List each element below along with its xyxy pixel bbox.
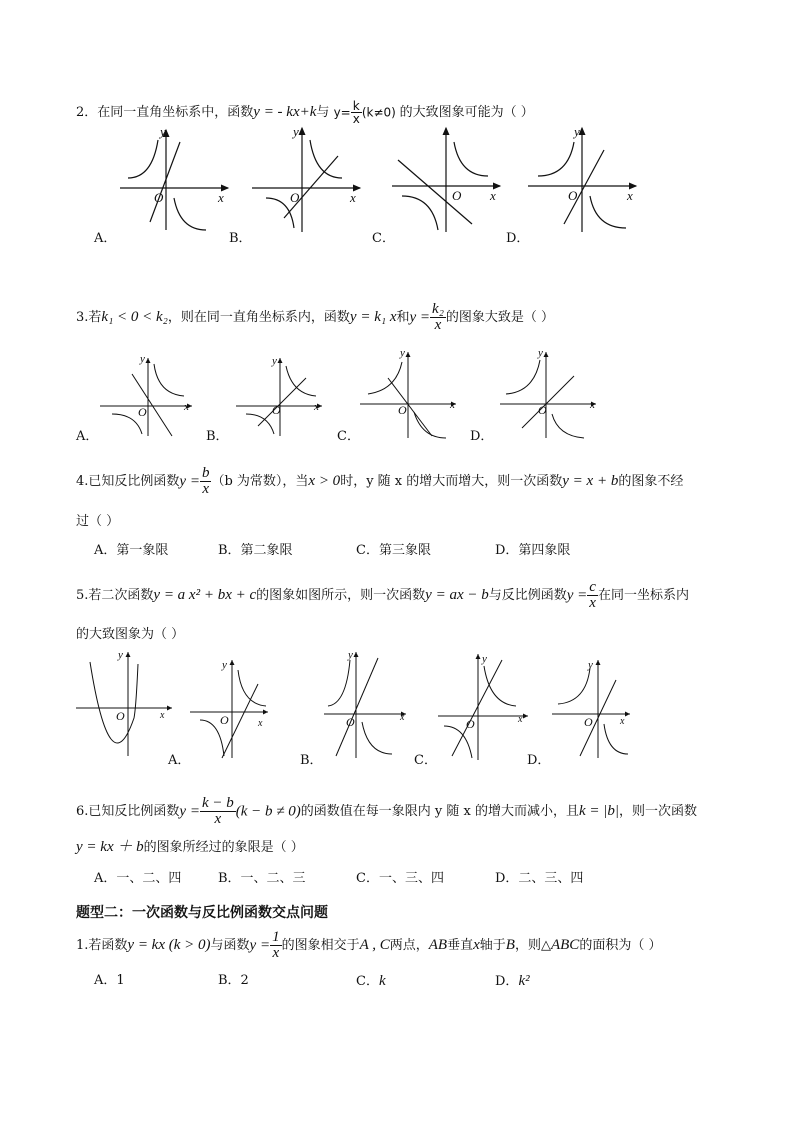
svg-text:y: y <box>140 353 145 365</box>
svg-text:O: O <box>220 713 229 727</box>
svg-text:y: y <box>222 659 227 671</box>
q4-choice-c[interactable]: C．第三象限 <box>356 543 431 558</box>
svg-text:x: x <box>258 718 263 729</box>
svg-text:O: O <box>138 405 147 419</box>
q3-graphs <box>96 348 616 440</box>
q6-choice-d[interactable]: D．二、三、四 <box>495 871 584 886</box>
s2q1-choice-a[interactable]: A．1 <box>94 973 125 988</box>
q4-choice-d[interactable]: D．第四象限 <box>495 543 571 558</box>
q2-func: y = - kx+k <box>253 104 317 120</box>
q2b-x: x <box>350 190 356 205</box>
q3-f2: y = $\frac{\text{k₂}}{x}$ <box>409 301 444 333</box>
q5-graph-a <box>190 659 268 758</box>
q5-graphs <box>72 648 632 764</box>
s2q1-choice-b[interactable]: B．2 <box>218 973 249 988</box>
q3-graph-d <box>500 348 596 438</box>
q5-graph-b <box>324 649 406 758</box>
q3-option-c[interactable]: C． <box>337 429 360 444</box>
q2c-x: x <box>490 188 496 203</box>
q4-choice-b[interactable]: B．第二象限 <box>218 543 293 558</box>
q3-graph-b <box>236 355 322 436</box>
q5-line1: 5.若二次函数y = a x² + bx + c的图象如图所示，则一次函数y = ax − b与反比例函数y = $\frac{c}{x}$ 在同一坐标系内 <box>76 579 689 611</box>
q5-option-a[interactable]: A． <box>168 753 191 768</box>
svg-text:y: y <box>348 649 353 661</box>
svg-text:O: O <box>584 715 593 729</box>
q3-option-a[interactable]: A． <box>76 429 99 444</box>
svg-text:x: x <box>450 399 455 411</box>
q2b-o: O <box>290 190 300 205</box>
q3-f1: y = k₁ x <box>349 308 397 325</box>
svg-text:y: y <box>400 348 405 359</box>
q5-option-c[interactable]: C． <box>414 753 437 768</box>
q2-graph-c <box>392 128 500 232</box>
svg-text:x: x <box>184 401 189 413</box>
svg-text:y: y <box>588 659 593 671</box>
svg-text:x: x <box>620 716 625 727</box>
q2-option-b[interactable]: B． <box>229 231 252 246</box>
svg-text:O: O <box>116 709 125 723</box>
q3-option-d[interactable]: D． <box>470 429 494 444</box>
q2-prefix: 2．在同一直角坐标系中，函数 <box>76 105 254 120</box>
q6-choice-a[interactable]: A．一、二、四 <box>94 871 182 886</box>
svg-text:x: x <box>160 710 165 721</box>
q5-graph-d <box>552 659 630 758</box>
q2-graph-a <box>120 124 228 230</box>
svg-text:x: x <box>314 401 319 413</box>
q2-suffix: 的大致图象可能为（ ） <box>399 105 534 120</box>
q2a-y: y <box>160 124 166 139</box>
q3-cond: k₁ < 0 < k₂ <box>101 308 168 325</box>
q2-graph-b <box>252 124 360 232</box>
q6-line1: 6.已知反比例函数y = $\frac{k - b}{x}$ (k − b ≠ 0)的函数值在每一象限内 y 随 x 的增大而减小，且k = |b|，则一次函数 <box>76 795 697 827</box>
q2-option-c[interactable]: C． <box>372 231 395 246</box>
svg-text:O: O <box>272 403 281 417</box>
q3-option-b[interactable]: B． <box>206 429 229 444</box>
q5-quadratic-graph <box>76 649 172 756</box>
svg-text:y: y <box>272 355 277 367</box>
svg-text:O: O <box>466 717 475 731</box>
q5-option-d[interactable]: D． <box>527 753 551 768</box>
svg-text:x: x <box>590 399 595 411</box>
q2c-o: O <box>452 188 462 203</box>
svg-text:y: y <box>118 649 123 661</box>
q5-option-b[interactable]: B． <box>300 753 323 768</box>
q2a-x: x <box>218 190 224 205</box>
q5-graph-c <box>438 653 528 760</box>
s2q1-line: 1.若函数y = kx (k > 0)与函数y = $\frac{1}{x}$ 的图象相交于A , C两点，AB垂直x轴于B，则△ABC的面积为（ ） <box>76 929 662 961</box>
q2-option-d[interactable]: D． <box>506 231 530 246</box>
q2d-x: x <box>627 188 633 203</box>
q2a-o: O <box>154 190 164 205</box>
svg-text:x: x <box>518 714 523 725</box>
svg-text:O: O <box>346 715 355 729</box>
svg-text:O: O <box>398 403 407 417</box>
q3-line: 3.若k₁ < 0 < k₂，则在同一直角坐标系内，函数y = k₁ x和y = $\frac{\text{k₂}}{x}$ 的图象大致是（ ） <box>76 301 555 333</box>
q6-line2: y = kx ＋ b的图象所经过的象限是（ ） <box>76 839 304 855</box>
q2-mid: 与 <box>316 105 330 120</box>
q4-line1: 4.已知反比例函数y = $\frac{b}{x}$ （b 为常数），当x > 0时，y 随 x 的增大而增大，则一次函数y = x + b的图象不经 <box>76 465 684 497</box>
svg-text:O: O <box>538 403 547 417</box>
q4-line2: 过（ ） <box>76 514 120 529</box>
svg-text:y: y <box>538 348 543 359</box>
q6-choice-b[interactable]: B．一、二、三 <box>218 871 306 886</box>
svg-text:y: y <box>482 653 487 665</box>
q3-graph-a <box>100 353 192 436</box>
q4-choice-a[interactable]: A．第一象限 <box>94 543 169 558</box>
q3-graph-c <box>360 348 456 438</box>
s2q1-choice-c[interactable]: C．k <box>356 973 386 989</box>
q2b-y: y <box>293 124 299 139</box>
q2-option-a[interactable]: A． <box>94 231 117 246</box>
q2-graph-d <box>528 124 636 232</box>
q2-rhs: y= $\frac{k}{x}$ (k≠0) <box>333 99 396 126</box>
q6-choice-c[interactable]: C．一、三、四 <box>356 871 444 886</box>
svg-text:x: x <box>400 712 405 723</box>
s2q1-choice-d[interactable]: D．k² <box>495 973 530 989</box>
q2-graphs <box>80 120 660 240</box>
q2d-y: y <box>574 124 580 139</box>
section2-title: 题型二：一次函数与反比例函数交点问题 <box>76 905 328 921</box>
q5-line2: 的大致图象为（ ） <box>76 627 185 642</box>
q2d-o: O <box>568 188 578 203</box>
